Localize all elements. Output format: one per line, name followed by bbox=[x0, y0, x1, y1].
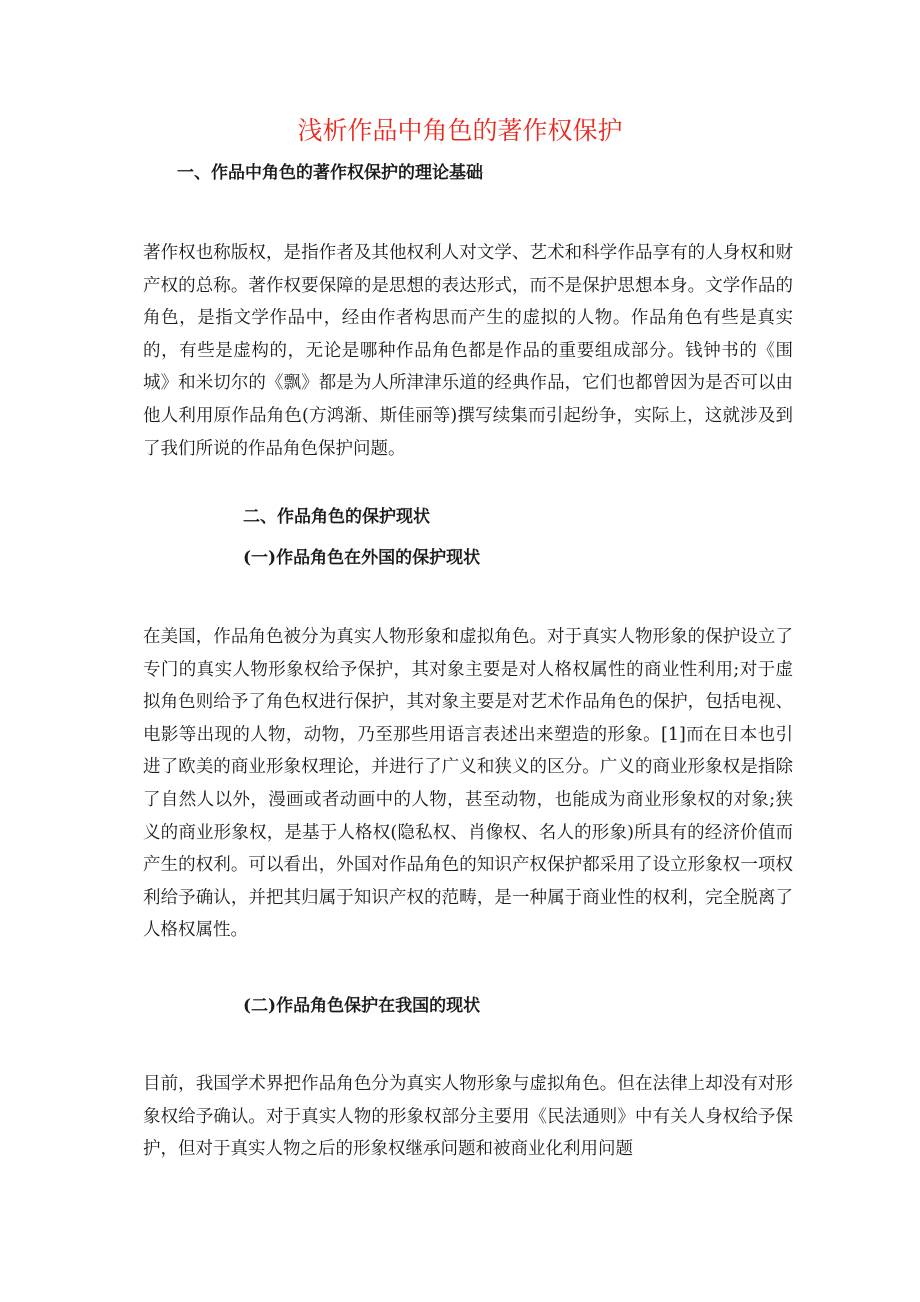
section-2-1-paragraph: 在美国，作品角色被分为真实人物形象和虚拟角色。对于真实人物形象的保护设立了专门的真实人物形象权给予保护，其对象主要是对人格权属性的商业性利用;对于虚拟角色则给予了角色权进行保护，其对象主要是对艺术作品角色的保护，包括电视、电影等出现的人物，动物，乃至那些用语言表述出来塑造的形象。[1]而在日本也引进了欧美的商业形象权理论，并进行了广义和狭义的区分。广义的商业形象权是指除了自然人以外，漫画或者动画中的人物，甚至动物，也能成为商业形象权的对象;狭义的商业形象权，是基于人格权(隐私权、肖像权、名人的形象)所具有的经济价值而产生的权利。可以看出，外国对作品角色的知识产权保护都采用了设立形象权一项权利给予确认，并把其归属于知识产权的范畴，是一种属于商业性的权利，完全脱离了人格权属性。 bbox=[143, 627, 793, 941]
document-title: 浅析作品中角色的著作权保护 bbox=[297, 116, 623, 145]
section-heading-2-1: (一)作品角色在外国的保护现状 bbox=[243, 548, 481, 568]
section-1-paragraph: 著作权也称版权，是指作者及其他权利人对文学、艺术和科学作品享有的人身权和财产权的总称。著作权要保障的是思想的表达形式，而不是保护思想本身。文学作品的角色，是指文学作品中，经由作者构思而产生的虚拟的人物。作品角色有些是真实的，有些是虚构的，无论是哪种作品角色都是作品的重要组成部分。钱钟书的《围城》和米切尔的《飘》都是为人所津津乐道的经典作品，它们也都曾因为是否可以由他人利用原作品角色(方鸿渐、斯佳丽等)撰写续集而引起纷争，实际上，这就涉及到了我们所说的作品角色保护问题。 bbox=[143, 243, 793, 459]
section-2-2-paragraph: 目前，我国学术界把作品角色分为真实人物形象与虚拟角色。但在法律上却没有对形象权给予确认。对于真实人物的形象权部分主要用《民法通则》中有关人身权给予保护，但对于真实人物之后的形象权继承问题和被商业化利用问题 bbox=[143, 1074, 793, 1160]
section-heading-1: 一、作品中角色的著作权保护的理论基础 bbox=[177, 163, 483, 183]
section-heading-2-2: (二)作品角色保护在我国的现状 bbox=[243, 996, 481, 1016]
section-heading-2: 二、作品角色的保护现状 bbox=[243, 507, 430, 527]
